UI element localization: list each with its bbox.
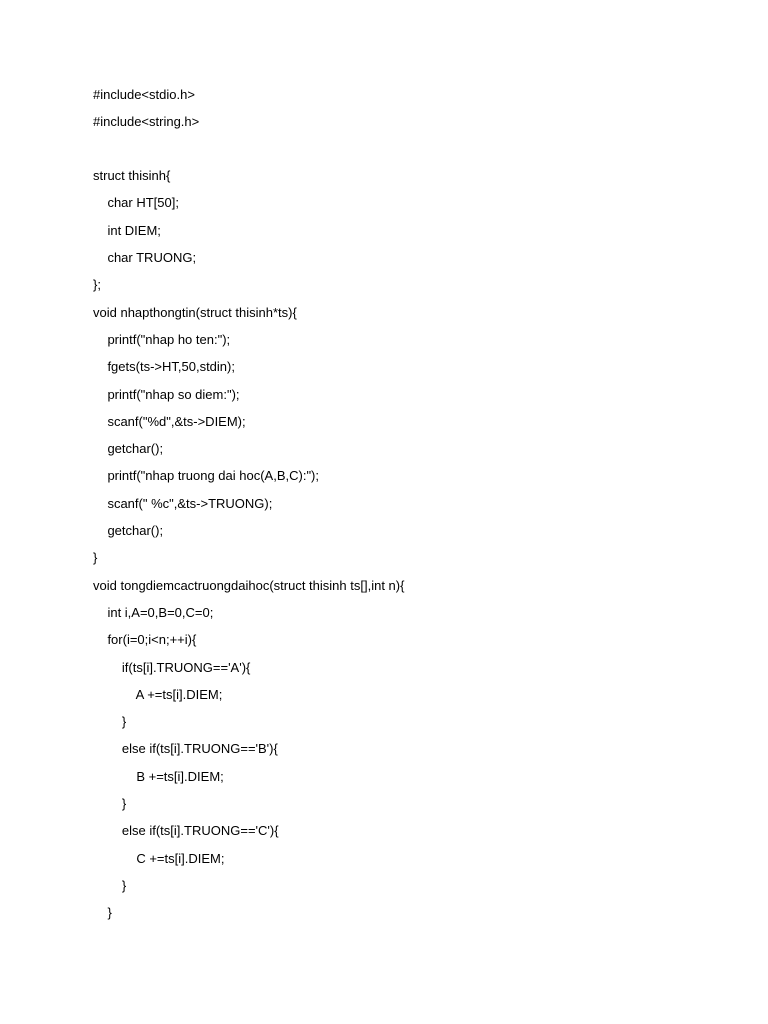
code-line: getchar(); [93,441,164,457]
code-line: int i,A=0,B=0,C=0; [93,604,214,620]
code-line: #include<string.h> [93,114,200,130]
code-line: char TRUONG; [93,250,197,266]
code-line: A +=ts[i].DIEM; [93,686,223,702]
code-line: for(i=0;i<n;++i){ [93,632,197,648]
code-line: else if(ts[i].TRUONG=='C'){ [93,823,279,839]
code-line: printf("nhap truong dai hoc(A,B,C):"); [93,468,319,484]
code-line: }; [93,277,101,293]
code-line: getchar(); [93,523,164,539]
code-line: struct thisinh{ [93,168,171,184]
code-line: } [93,714,127,730]
code-line: scanf(" %c",&ts->TRUONG); [93,495,273,511]
code-line: #include<stdio.h> [93,87,195,102]
code-line: B +=ts[i].DIEM; [93,768,224,784]
code-line: char HT[50]; [93,195,179,211]
code-line: scanf("%d",&ts->DIEM); [93,413,246,429]
code-line: } [93,877,127,893]
code-line: else if(ts[i].TRUONG=='B'){ [93,741,278,757]
code-line: void tongdiemcactruongdaihoc(struct thisinh ts[],int n){ [93,577,405,593]
code-line: int DIEM; [93,222,161,238]
code-line: if(ts[i].TRUONG=='A'){ [93,659,251,675]
code-line: } [93,550,98,566]
code-line: fgets(ts->HT,50,stdin); [93,359,235,375]
code-line: void nhapthongtin(struct thisinh*ts){ [93,304,297,320]
blank-line [93,139,733,166]
code-line: C +=ts[i].DIEM; [93,850,225,866]
code-line: printf("nhap so diem:"); [93,386,240,402]
code-text [93,84,733,930]
code-line: } [93,905,112,921]
code-line: } [93,796,127,812]
code-line: printf("nhap ho ten:"); [93,331,231,347]
